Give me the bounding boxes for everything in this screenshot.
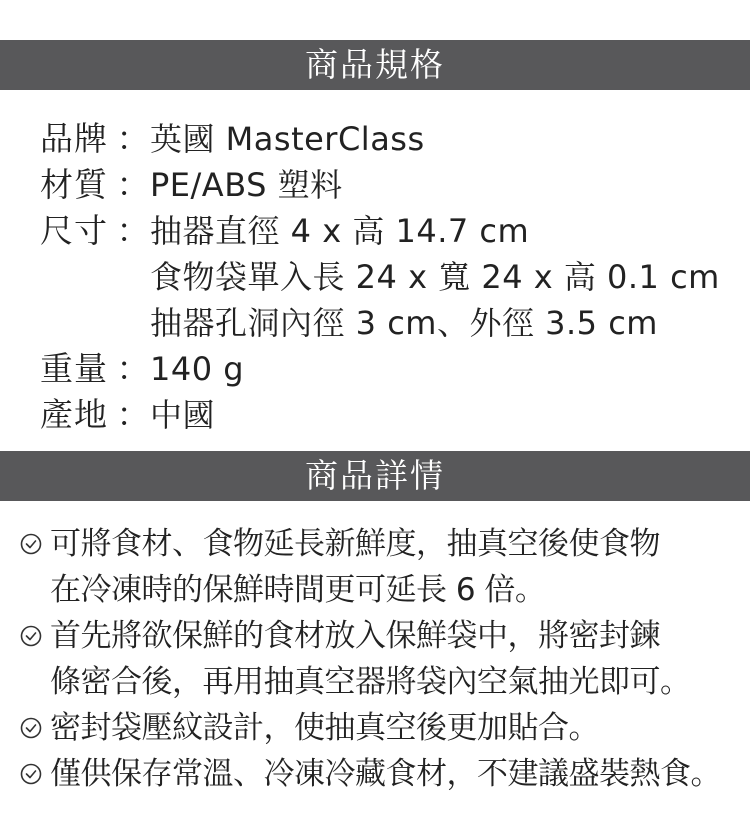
spec-row-origin: [40, 392, 740, 438]
spec-row-weight: [40, 346, 740, 392]
spec-value: 抽器孔洞內徑 3 cm、外徑 3.5 cm: [150, 304, 658, 342]
detail-line: 在冷凍時的保鮮時間更可延長 6 倍。: [50, 572, 546, 608]
spec-row-material: [40, 162, 740, 208]
spec-values: [150, 116, 740, 162]
detail-text: [50, 613, 735, 705]
detail-line: 可將食材、食物延長新鮮度，抽真空後使食物: [50, 526, 660, 562]
spec-value: 食物袋單入長 24 x 寬 24 x 高 0.1 cm: [150, 258, 720, 296]
check-circle-icon: [20, 521, 50, 567]
detail-text: [50, 705, 735, 751]
spec-value: 140 g: [150, 350, 245, 388]
detail-list: [20, 521, 735, 797]
check-circle-icon: [20, 751, 50, 797]
details-section-header: [0, 451, 750, 501]
spec-value: PE/ABS 塑料: [150, 166, 343, 204]
check-circle-icon: [20, 613, 50, 659]
spec-label: 尺寸: [40, 211, 108, 250]
spec-label: 重量: [40, 349, 108, 388]
spec-colon: ：: [116, 349, 150, 388]
spec-label: 產地: [40, 395, 108, 434]
detail-item: [20, 751, 735, 797]
check-circle-icon: [20, 705, 50, 751]
spec-label: 品牌: [40, 119, 108, 158]
detail-line: 僅供保存常溫、冷凍冷藏食材，不建議盛裝熱食。: [50, 756, 721, 792]
spec-values: [150, 162, 740, 208]
detail-line: 首先將欲保鮮的食材放入保鮮袋中，將密封鍊: [50, 618, 660, 654]
detail-text: [50, 521, 735, 613]
detail-item: [20, 521, 735, 613]
spec-colon: ：: [116, 165, 150, 204]
detail-line: 條密合後，再用抽真空器將袋內空氣抽光即可。: [50, 664, 691, 700]
specs-section-header: [0, 40, 750, 90]
spec-label: 材質: [40, 165, 108, 204]
spec-list: [40, 116, 740, 438]
detail-text: [50, 751, 735, 797]
detail-line: 密封袋壓紋設計，使抽真空後更加貼合。: [50, 710, 599, 746]
details-section-title: 商品詳情: [305, 456, 445, 495]
spec-value: 中國: [150, 396, 216, 434]
specs-section-title: 商品規格: [305, 45, 445, 84]
spec-value: 抽器直徑 4 x 高 14.7 cm: [150, 212, 530, 250]
spec-colon: ：: [116, 119, 150, 158]
detail-item: [20, 705, 735, 751]
spec-value: 英國 MasterClass: [150, 120, 425, 158]
spec-values: [150, 346, 740, 392]
detail-item: [20, 613, 735, 705]
spec-colon: ：: [116, 395, 150, 434]
spec-colon: ：: [116, 211, 150, 250]
spec-values: [150, 208, 740, 346]
spec-row-size: [40, 208, 740, 346]
spec-row-brand: [40, 116, 740, 162]
spec-values: [150, 392, 740, 438]
